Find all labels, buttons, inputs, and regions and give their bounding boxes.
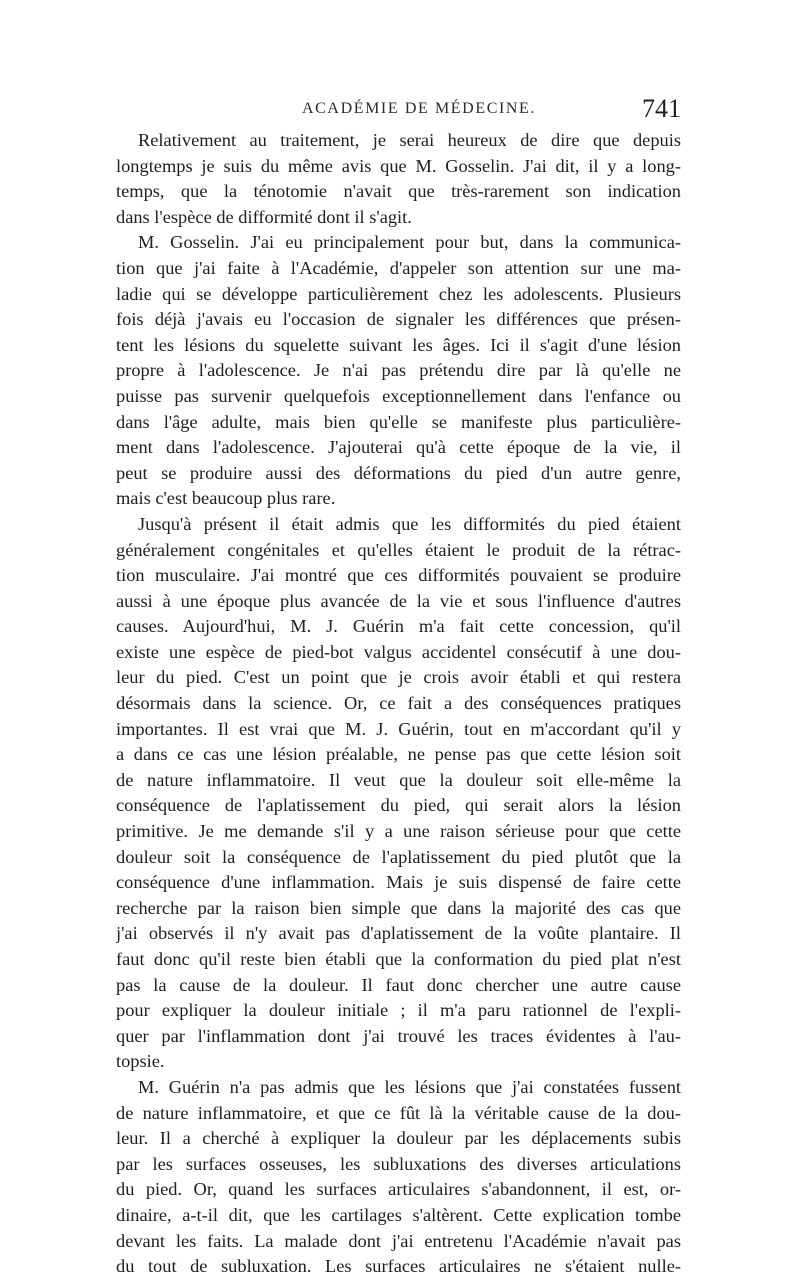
text-line: du pied. Or, quand les surfaces articulaires s'abandonnent, il est, or- [116, 1179, 681, 1200]
text-line: ment dans l'adolescence. J'ajouterai qu'à cette époque de la vie, il [116, 437, 681, 458]
text-line: causes. Aujourd'hui, M. J. Guérin m'a fait cette concession, qu'il [116, 616, 681, 637]
text-line: ladie qui se développe particulièrement chez les adolescents. Plusieurs [116, 283, 681, 304]
text-line: douleur soit la conséquence de l'aplatissement du pied plutôt que la [116, 846, 681, 867]
text-line: a dans ce cas une lésion préalable, ne pense pas que cette lésion soit [116, 744, 681, 765]
text-line: quer par l'inflammation dont j'ai trouvé les traces évidentes à l'au- [116, 1025, 681, 1046]
text-line: de nature inflammatoire, et que ce fût là la véritable cause de la dou- [116, 1102, 681, 1123]
text-line: de nature inflammatoire. Il veut que la douleur soit elle-même la [116, 769, 681, 790]
text-line: devant les faits. La malade dont j'ai entretenu l'Académie n'avait pas [116, 1230, 681, 1251]
page-number: 741 [642, 94, 681, 123]
text-line: du tout de subluxation. Les surfaces articulaires ne s'étaient nulle- [116, 1256, 681, 1277]
text-line: leur du pied. C'est un point que je crois avoir établi et qui restera [116, 667, 681, 688]
text-line: j'ai observés il n'y avait pas d'aplatissement de la voûte plantaire. Il [116, 923, 681, 944]
text-line: peut se produire aussi des déformations du pied d'un autre genre, [116, 462, 681, 483]
text-line: recherche par la raison bien simple que dans la majorité des cas que [116, 897, 681, 918]
text-line: conséquence d'une inflammation. Mais je suis dispensé de faire cette [116, 872, 681, 893]
text-line: pas la cause de la douleur. Il faut donc chercher une autre cause [116, 974, 681, 995]
text-line: tent les lésions du squelette suivant les âges. Ici il s'agit d'une lésion [116, 334, 681, 355]
text-line: aussi à une époque plus avancée de la vie et sous l'influence d'autres [116, 590, 681, 611]
text-line: topsie. [116, 1051, 165, 1072]
text-line: tion que j'ai faite à l'Académie, d'appeler son attention sur une ma- [116, 257, 681, 278]
running-title: ACADÉMIE DE MÉDECINE. [302, 100, 537, 117]
text-line: dans l'espèce de difformité dont il s'agit. [116, 206, 412, 227]
text-line: dans l'âge adulte, mais bien qu'elle se manifeste plus particulière- [116, 411, 681, 432]
text-line: tion musculaire. J'ai montré que ces difformités pouvaient se produire [116, 565, 681, 586]
text-line: Relativement au traitement, je serai heureux de dire que depuis [138, 130, 681, 150]
text-line: leur. Il a cherché à expliquer la douleur par les déplacements subis [116, 1128, 681, 1149]
text-line: existe une espèce de pied-bot valgus accidentel consécutif à une dou- [116, 641, 681, 662]
text-line: M. Gosselin. J'ai eu principalement pour but, dans la communica- [138, 232, 681, 253]
text-line: faut donc qu'il reste bien établi que la conformation du pied plat n'est [116, 949, 681, 969]
text-line: mais c'est beaucoup plus rare. [116, 488, 336, 509]
text-line: fois déjà j'avais eu l'occasion de signaler les différences que présen- [116, 309, 681, 330]
running-header [116, 94, 681, 124]
text-line: désormais dans la science. Or, ce fait a des conséquences pratiques [116, 693, 681, 714]
text-line: longtemps je suis du même avis que M. Gosselin. J'ai dit, il y a long- [116, 155, 681, 176]
text-line: propre à l'adolescence. Je n'ai pas prétendu dire par là qu'elle ne [116, 360, 681, 381]
text-line: généralement congénitales et qu'elles étaient le produit de la rétrac- [116, 539, 681, 560]
text-line: conséquence de l'aplatissement du pied, qui serait alors la lésion [116, 795, 681, 816]
text-line: M. Guérin n'a pas admis que les lésions que j'ai constatées fussent [138, 1076, 681, 1097]
text-line: puisse pas survenir quelquefois exceptionnellement dans l'enfance ou [116, 385, 681, 406]
text-line: Jusqu'à présent il était admis que les difformités du pied étaient [138, 513, 681, 534]
text-line: importantes. Il est vrai que M. J. Guérin, tout en m'accordant qu'il y [116, 718, 681, 739]
text-line: primitive. Je me demande s'il y a une raison sérieuse pour que cette [116, 821, 681, 842]
text-line: temps, que la ténotomie n'avait que très-rarement son indication [116, 181, 681, 202]
text-line: dinaire, a-t-il dit, que les cartilages s'altèrent. Cette explication tombe [116, 1204, 681, 1225]
text-line: pour expliquer la douleur initiale ; il m'a paru rationnel de l'expli- [116, 1000, 681, 1021]
body-text [116, 128, 681, 1280]
text-line: par les surfaces osseuses, les subluxations des diverses articulations [116, 1153, 681, 1174]
